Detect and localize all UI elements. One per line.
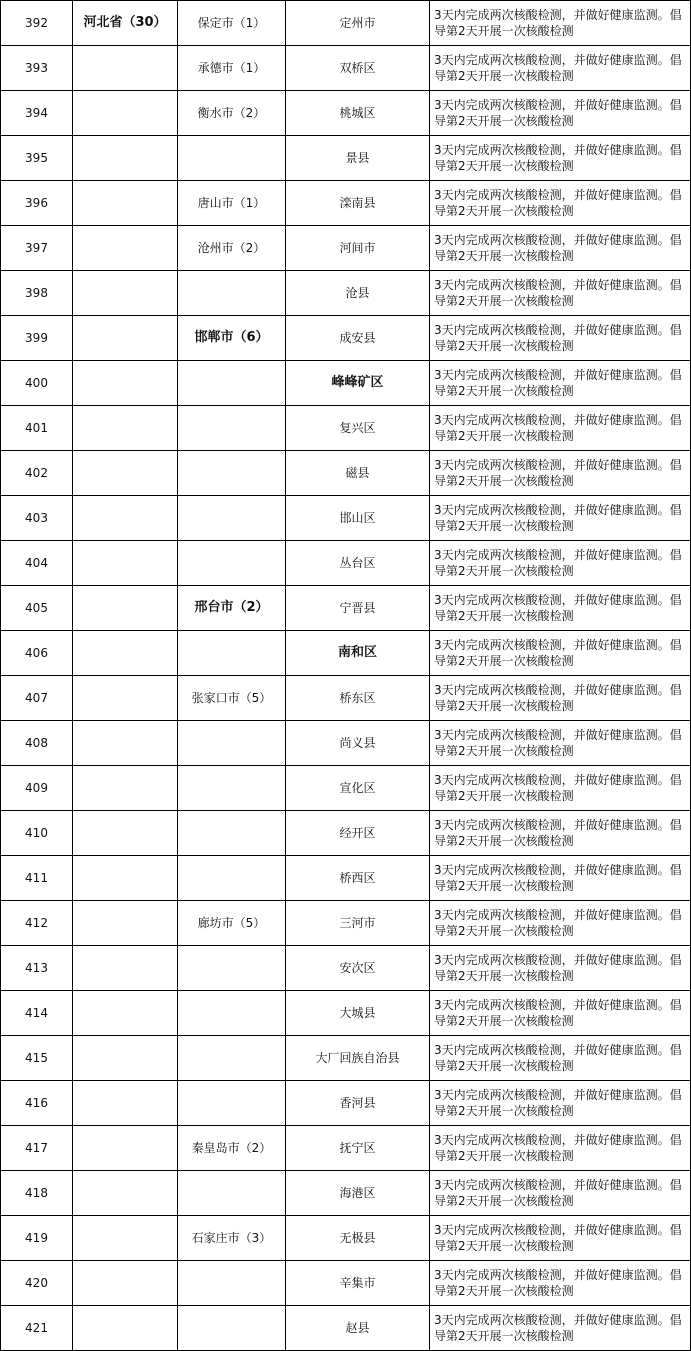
district-cell: 宁晋县	[286, 586, 430, 631]
province-cell	[73, 1261, 178, 1306]
table-row	[1, 766, 691, 811]
district-cell: 成安县	[286, 316, 430, 361]
city-cell: 廊坊市（5）	[178, 901, 286, 946]
province-cell	[73, 361, 178, 406]
table-row	[1, 1081, 691, 1126]
table-row	[1, 1036, 691, 1081]
table-row	[1, 226, 691, 271]
province-cell	[73, 1216, 178, 1261]
city-cell	[178, 946, 286, 991]
district-cell: 宣化区	[286, 766, 430, 811]
province-cell	[73, 991, 178, 1036]
table-row	[1, 451, 691, 496]
province-cell	[73, 541, 178, 586]
province-cell	[73, 901, 178, 946]
requirement-cell: 3天内完成两次核酸检测，并做好健康监测。倡导第2天开展一次核酸检测	[430, 1171, 691, 1216]
requirement-cell: 3天内完成两次核酸检测，并做好健康监测。倡导第2天开展一次核酸检测	[430, 1216, 691, 1261]
row-number: 421	[1, 1306, 73, 1351]
table-row	[1, 901, 691, 946]
row-number: 400	[1, 361, 73, 406]
province-cell	[73, 856, 178, 901]
table-row	[1, 181, 691, 226]
row-number: 415	[1, 1036, 73, 1081]
table-row	[1, 361, 691, 406]
requirement-cell: 3天内完成两次核酸检测，并做好健康监测。倡导第2天开展一次核酸检测	[430, 721, 691, 766]
row-number: 399	[1, 316, 73, 361]
requirement-cell: 3天内完成两次核酸检测，并做好健康监测。倡导第2天开展一次核酸检测	[430, 451, 691, 496]
table-row	[1, 721, 691, 766]
province-cell	[73, 226, 178, 271]
district-cell: 桥西区	[286, 856, 430, 901]
city-cell	[178, 1036, 286, 1081]
district-cell: 抚宁区	[286, 1126, 430, 1171]
province-cell	[73, 316, 178, 361]
table-row	[1, 586, 691, 631]
table-row	[1, 631, 691, 676]
table-row	[1, 1, 691, 46]
district-cell: 定州市	[286, 1, 430, 46]
city-cell	[178, 451, 286, 496]
table-row	[1, 316, 691, 361]
city-cell	[178, 361, 286, 406]
row-number: 416	[1, 1081, 73, 1126]
district-cell: 峰峰矿区	[286, 361, 430, 406]
province-cell	[73, 1036, 178, 1081]
requirement-cell: 3天内完成两次核酸检测，并做好健康监测。倡导第2天开展一次核酸检测	[430, 631, 691, 676]
district-cell: 景县	[286, 136, 430, 181]
row-number: 410	[1, 811, 73, 856]
row-number: 408	[1, 721, 73, 766]
province-cell	[73, 1081, 178, 1126]
row-number: 420	[1, 1261, 73, 1306]
district-cell: 经开区	[286, 811, 430, 856]
province-cell	[73, 766, 178, 811]
row-number: 418	[1, 1171, 73, 1216]
city-cell	[178, 406, 286, 451]
requirement-cell: 3天内完成两次核酸检测，并做好健康监测。倡导第2天开展一次核酸检测	[430, 136, 691, 181]
city-cell	[178, 496, 286, 541]
district-cell: 无极县	[286, 1216, 430, 1261]
row-number: 414	[1, 991, 73, 1036]
province-cell	[73, 406, 178, 451]
province-cell	[73, 451, 178, 496]
table-body	[1, 1, 691, 1351]
province-cell: 河北省（30）	[73, 1, 178, 46]
province-cell	[73, 136, 178, 181]
requirement-cell: 3天内完成两次核酸检测，并做好健康监测。倡导第2天开展一次核酸检测	[430, 541, 691, 586]
table-row	[1, 946, 691, 991]
province-cell	[73, 946, 178, 991]
table-row	[1, 496, 691, 541]
requirement-cell: 3天内完成两次核酸检测，并做好健康监测。倡导第2天开展一次核酸检测	[430, 586, 691, 631]
row-number: 393	[1, 46, 73, 91]
province-cell	[73, 631, 178, 676]
table-row	[1, 1261, 691, 1306]
row-number: 397	[1, 226, 73, 271]
requirement-cell: 3天内完成两次核酸检测，并做好健康监测。倡导第2天开展一次核酸检测	[430, 361, 691, 406]
district-cell: 香河县	[286, 1081, 430, 1126]
district-cell: 沧县	[286, 271, 430, 316]
province-cell	[73, 676, 178, 721]
city-cell: 张家口市（5）	[178, 676, 286, 721]
city-cell: 承德市（1）	[178, 46, 286, 91]
city-cell	[178, 271, 286, 316]
district-cell: 大城县	[286, 991, 430, 1036]
province-cell	[73, 721, 178, 766]
row-number: 404	[1, 541, 73, 586]
city-cell: 保定市（1）	[178, 1, 286, 46]
requirement-cell: 3天内完成两次核酸检测，并做好健康监测。倡导第2天开展一次核酸检测	[430, 1, 691, 46]
requirement-cell: 3天内完成两次核酸检测，并做好健康监测。倡导第2天开展一次核酸检测	[430, 1081, 691, 1126]
requirement-cell: 3天内完成两次核酸检测，并做好健康监测。倡导第2天开展一次核酸检测	[430, 181, 691, 226]
province-cell	[73, 1171, 178, 1216]
requirement-cell: 3天内完成两次核酸检测，并做好健康监测。倡导第2天开展一次核酸检测	[430, 991, 691, 1036]
row-number: 403	[1, 496, 73, 541]
requirement-cell: 3天内完成两次核酸检测，并做好健康监测。倡导第2天开展一次核酸检测	[430, 901, 691, 946]
table-row	[1, 991, 691, 1036]
city-cell	[178, 856, 286, 901]
district-cell: 桥东区	[286, 676, 430, 721]
row-number: 406	[1, 631, 73, 676]
table-row	[1, 406, 691, 451]
province-cell	[73, 811, 178, 856]
city-cell: 邯郸市（6）	[178, 316, 286, 361]
district-cell: 丛台区	[286, 541, 430, 586]
row-number: 401	[1, 406, 73, 451]
table-row	[1, 136, 691, 181]
row-number: 411	[1, 856, 73, 901]
district-cell: 邯山区	[286, 496, 430, 541]
requirement-cell: 3天内完成两次核酸检测，并做好健康监测。倡导第2天开展一次核酸检测	[430, 811, 691, 856]
city-cell	[178, 1081, 286, 1126]
province-cell	[73, 1126, 178, 1171]
row-number: 402	[1, 451, 73, 496]
city-cell	[178, 541, 286, 586]
city-cell	[178, 721, 286, 766]
province-cell	[73, 586, 178, 631]
requirement-cell: 3天内完成两次核酸检测，并做好健康监测。倡导第2天开展一次核酸检测	[430, 316, 691, 361]
city-cell: 邢台市（2）	[178, 586, 286, 631]
city-cell	[178, 1261, 286, 1306]
district-cell: 安次区	[286, 946, 430, 991]
requirement-cell: 3天内完成两次核酸检测，并做好健康监测。倡导第2天开展一次核酸检测	[430, 856, 691, 901]
row-number: 392	[1, 1, 73, 46]
requirement-cell: 3天内完成两次核酸检测，并做好健康监测。倡导第2天开展一次核酸检测	[430, 1261, 691, 1306]
row-number: 413	[1, 946, 73, 991]
city-cell	[178, 811, 286, 856]
province-cell	[73, 46, 178, 91]
province-cell	[73, 91, 178, 136]
table-row	[1, 811, 691, 856]
row-number: 394	[1, 91, 73, 136]
row-number: 412	[1, 901, 73, 946]
province-cell	[73, 271, 178, 316]
district-cell: 赵县	[286, 1306, 430, 1351]
district-cell: 大厂回族自治县	[286, 1036, 430, 1081]
province-cell	[73, 1306, 178, 1351]
district-cell: 河间市	[286, 226, 430, 271]
requirement-cell: 3天内完成两次核酸检测，并做好健康监测。倡导第2天开展一次核酸检测	[430, 271, 691, 316]
requirement-cell: 3天内完成两次核酸检测，并做好健康监测。倡导第2天开展一次核酸检测	[430, 946, 691, 991]
table-row	[1, 856, 691, 901]
table-row	[1, 541, 691, 586]
requirement-cell: 3天内完成两次核酸检测，并做好健康监测。倡导第2天开展一次核酸检测	[430, 676, 691, 721]
table-row	[1, 46, 691, 91]
district-cell: 南和区	[286, 631, 430, 676]
city-cell	[178, 766, 286, 811]
requirement-cell: 3天内完成两次核酸检测，并做好健康监测。倡导第2天开展一次核酸检测	[430, 226, 691, 271]
row-number: 396	[1, 181, 73, 226]
district-cell: 复兴区	[286, 406, 430, 451]
province-cell	[73, 496, 178, 541]
city-cell: 唐山市（1）	[178, 181, 286, 226]
city-cell	[178, 631, 286, 676]
requirement-cell: 3天内完成两次核酸检测，并做好健康监测。倡导第2天开展一次核酸检测	[430, 1036, 691, 1081]
district-cell: 双桥区	[286, 46, 430, 91]
city-cell	[178, 991, 286, 1036]
table-row	[1, 91, 691, 136]
requirement-cell: 3天内完成两次核酸检测，并做好健康监测。倡导第2天开展一次核酸检测	[430, 46, 691, 91]
row-number: 417	[1, 1126, 73, 1171]
table-row	[1, 1216, 691, 1261]
table-row	[1, 676, 691, 721]
row-number: 398	[1, 271, 73, 316]
city-cell	[178, 1306, 286, 1351]
row-number: 395	[1, 136, 73, 181]
requirement-cell: 3天内完成两次核酸检测，并做好健康监测。倡导第2天开展一次核酸检测	[430, 1306, 691, 1351]
city-cell: 秦皇岛市（2）	[178, 1126, 286, 1171]
table-row	[1, 1126, 691, 1171]
row-number: 405	[1, 586, 73, 631]
row-number: 409	[1, 766, 73, 811]
city-cell: 石家庄市（3）	[178, 1216, 286, 1261]
district-cell: 三河市	[286, 901, 430, 946]
province-cell	[73, 181, 178, 226]
table-row	[1, 271, 691, 316]
district-cell: 尚义县	[286, 721, 430, 766]
table-row	[1, 1171, 691, 1216]
district-cell: 海港区	[286, 1171, 430, 1216]
requirement-cell: 3天内完成两次核酸检测，并做好健康监测。倡导第2天开展一次核酸检测	[430, 406, 691, 451]
requirement-cell: 3天内完成两次核酸检测，并做好健康监测。倡导第2天开展一次核酸检测	[430, 496, 691, 541]
requirement-cell: 3天内完成两次核酸检测，并做好健康监测。倡导第2天开展一次核酸检测	[430, 91, 691, 136]
district-cell: 磁县	[286, 451, 430, 496]
requirement-cell: 3天内完成两次核酸检测，并做好健康监测。倡导第2天开展一次核酸检测	[430, 1126, 691, 1171]
city-cell: 衡水市（2）	[178, 91, 286, 136]
city-cell	[178, 1171, 286, 1216]
requirement-cell: 3天内完成两次核酸检测，并做好健康监测。倡导第2天开展一次核酸检测	[430, 766, 691, 811]
table-row	[1, 1306, 691, 1351]
row-number: 407	[1, 676, 73, 721]
district-cell: 辛集市	[286, 1261, 430, 1306]
city-cell	[178, 136, 286, 181]
row-number: 419	[1, 1216, 73, 1261]
district-cell: 滦南县	[286, 181, 430, 226]
city-cell: 沧州市（2）	[178, 226, 286, 271]
district-cell: 桃城区	[286, 91, 430, 136]
